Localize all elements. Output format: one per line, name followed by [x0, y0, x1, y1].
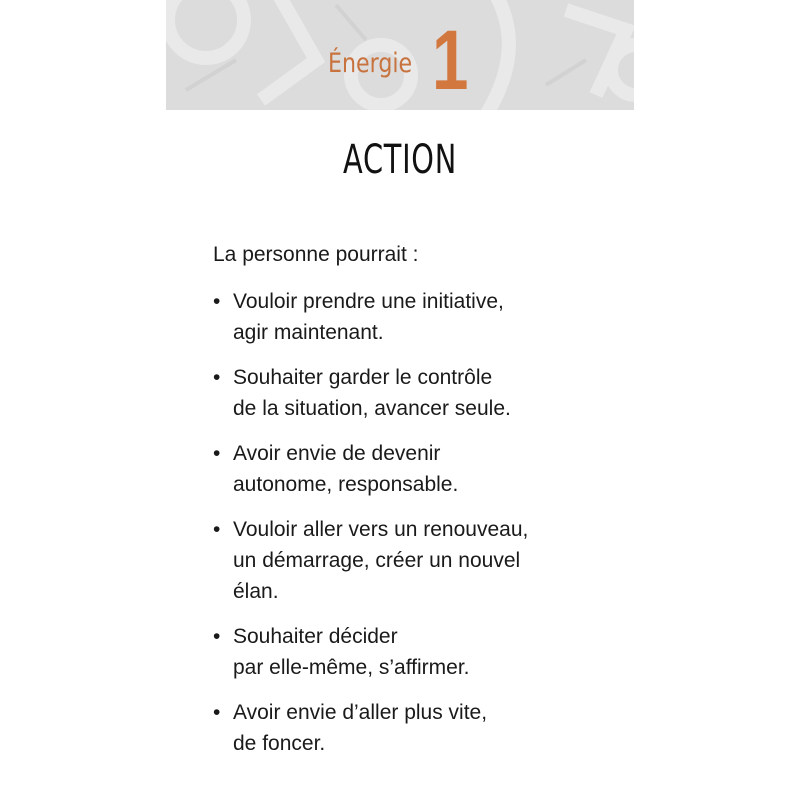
bullet-icon: • [213, 290, 221, 313]
list-item-line: Vouloir prendre une initiative, [233, 290, 504, 313]
bullet-icon: • [213, 366, 221, 389]
list-item-line: agir maintenant. [233, 321, 384, 344]
list-item-line: de foncer. [233, 732, 326, 755]
bullet-icon: • [213, 625, 221, 648]
bullet-icon: • [213, 442, 221, 465]
energy-number: 1 [432, 13, 469, 107]
bullet-icon: • [213, 701, 221, 724]
list-item [213, 514, 613, 607]
card-title: ACTION [343, 137, 457, 183]
list-item-line: Avoir envie de devenir [233, 442, 441, 465]
list-item-line: Souhaiter décider [233, 625, 398, 648]
list-item-line: par elle-même, s’affirmer. [233, 656, 470, 679]
list-item-line: élan. [233, 580, 279, 603]
list-item-line: un démarrage, créer un nouvel [233, 549, 521, 572]
card [166, 0, 634, 800]
bullet-list [213, 286, 613, 773]
intro-text: La personne pourrait : [213, 243, 419, 266]
header-band [166, 0, 634, 110]
list-item [213, 621, 613, 683]
list-item [213, 286, 613, 348]
list-item [213, 362, 613, 424]
list-item-line: Avoir envie d’aller plus vite, [233, 701, 488, 724]
list-item-line: Vouloir aller vers un renouveau, [233, 518, 529, 541]
energy-label: Énergie [328, 48, 413, 79]
list-item-line: autonome, responsable. [233, 473, 459, 496]
list-item [213, 438, 613, 500]
list-item [213, 697, 613, 759]
list-item-line: Souhaiter garder le contrôle [233, 366, 493, 389]
bullet-icon: • [213, 518, 221, 541]
list-item-line: de la situation, avancer seule. [233, 397, 511, 420]
